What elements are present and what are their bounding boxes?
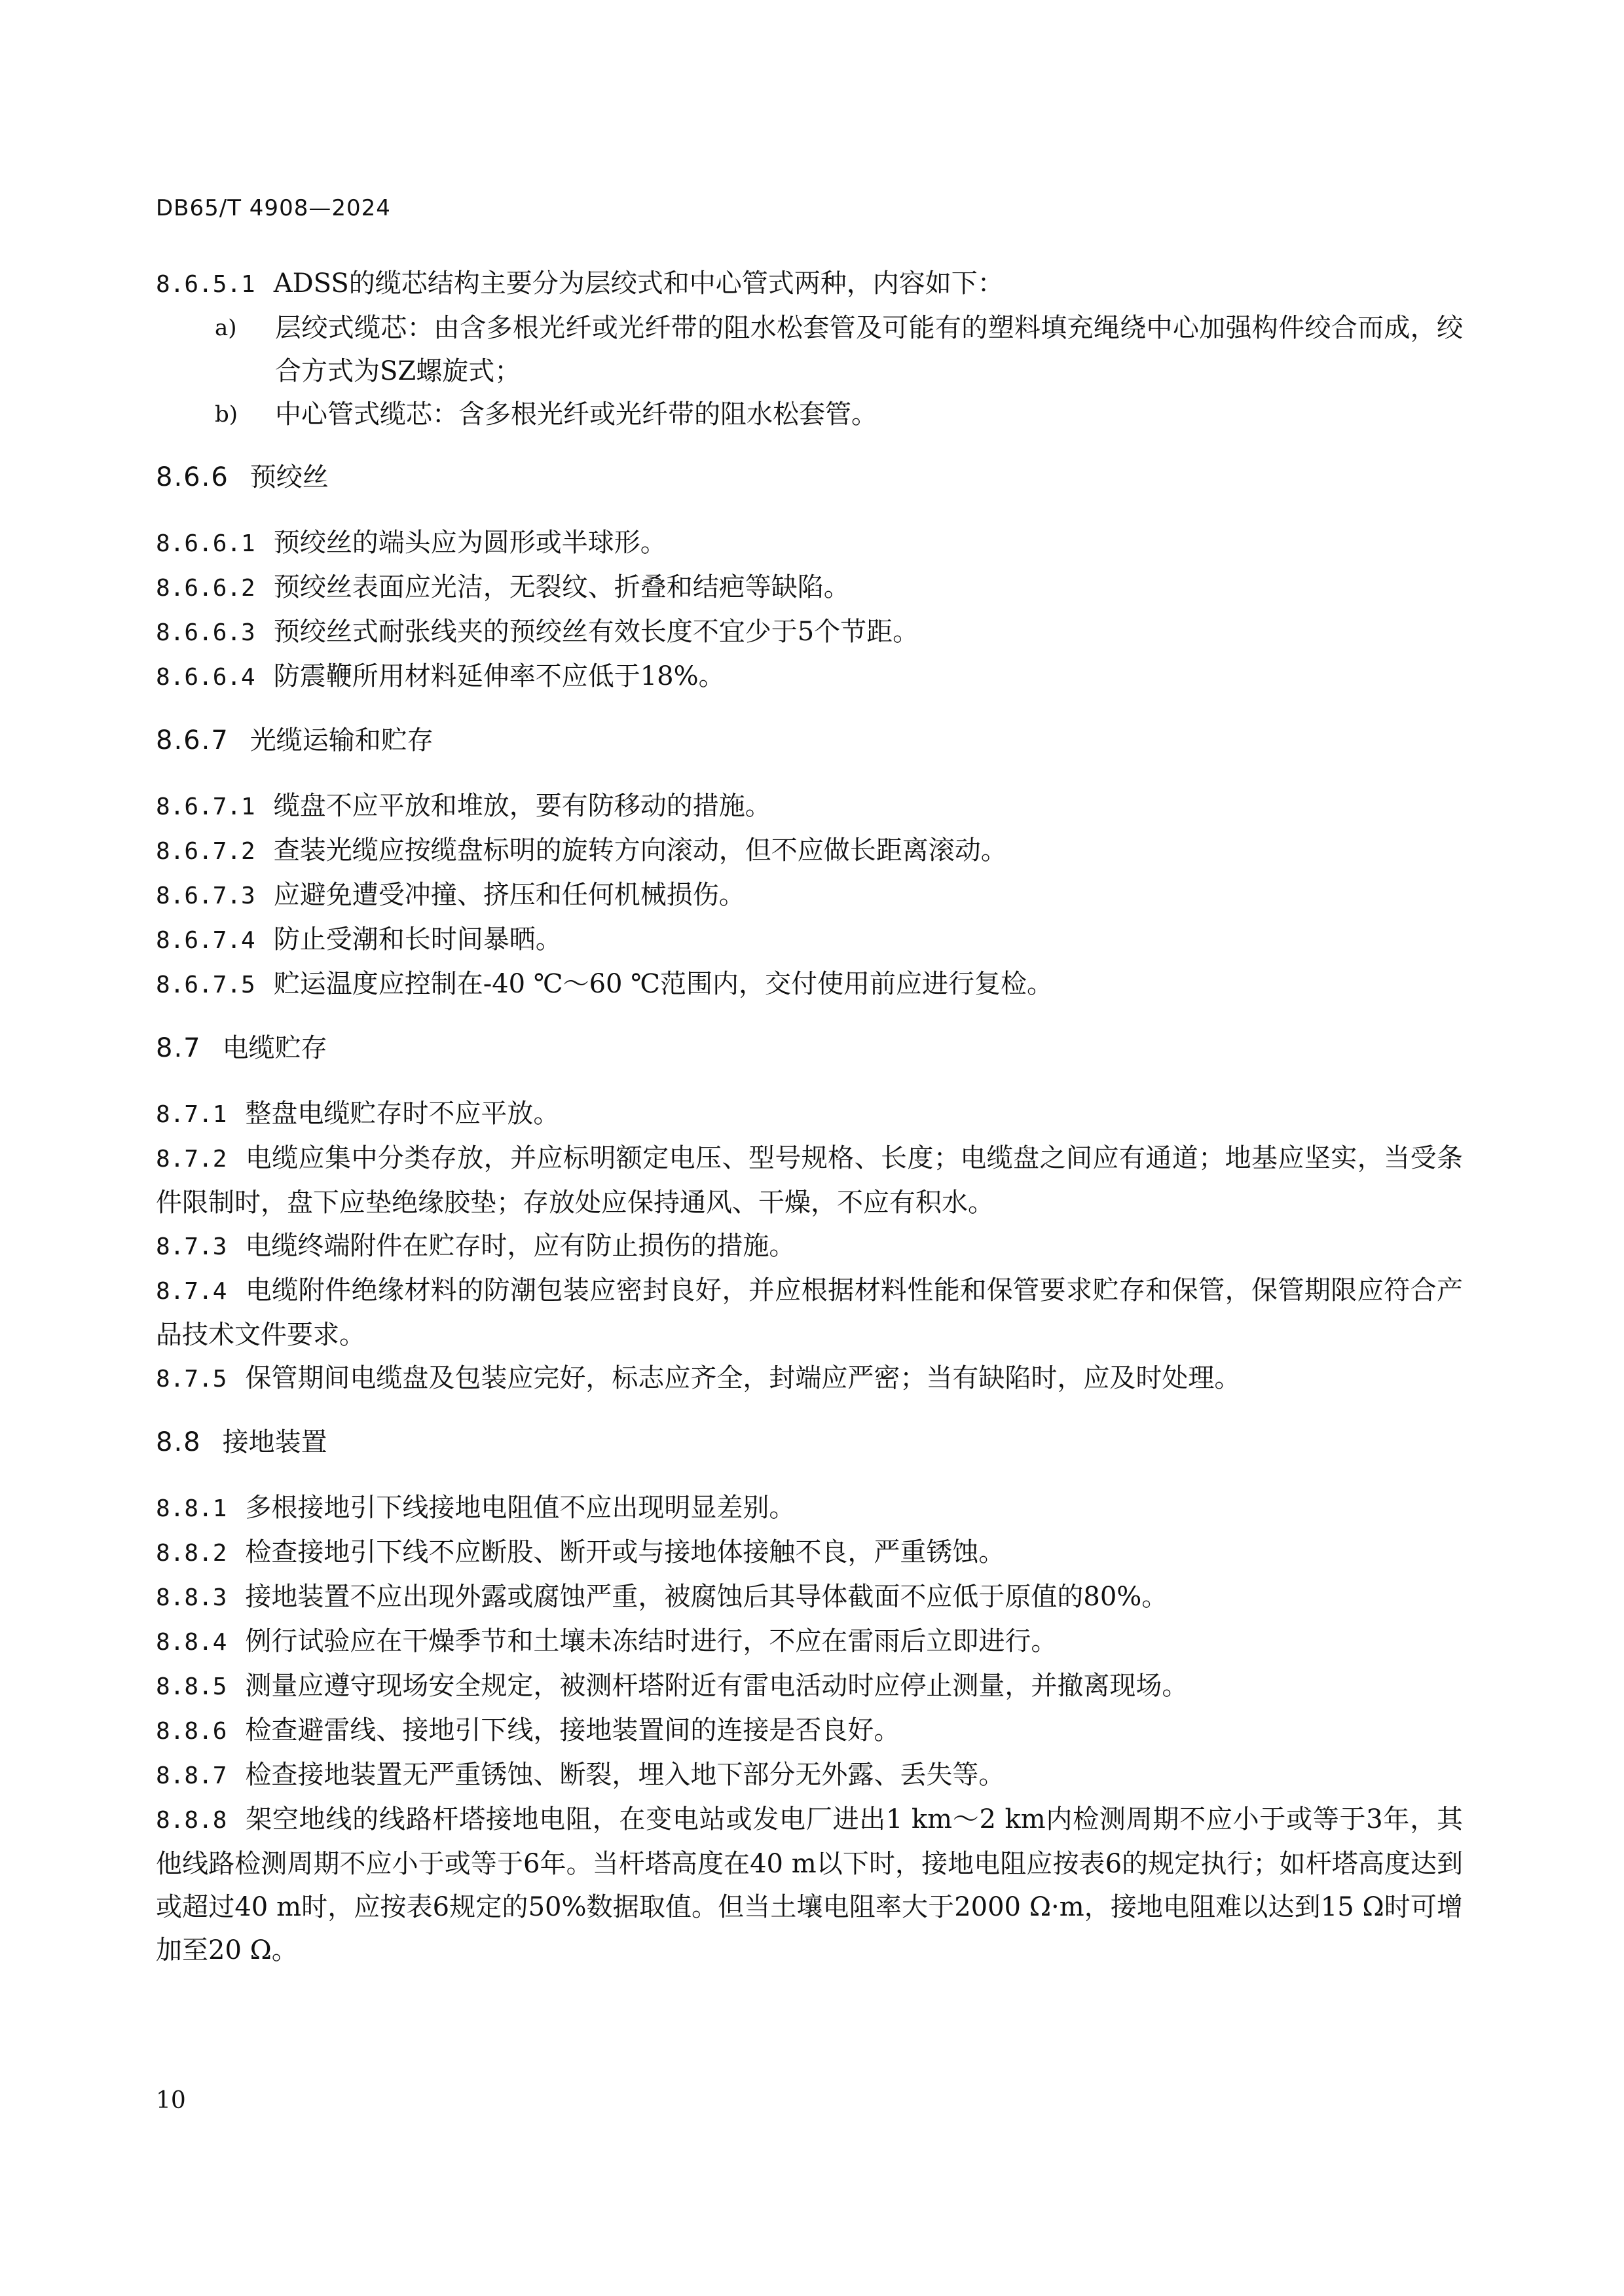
clause-text: 电缆附件绝缘材料的防潮包装应密封良好，并应根据材料性能和保管要求贮存和保管，保管期限应符合产品技术文件要求。	[156, 1275, 1463, 1350]
clause-text: 检查接地装置无严重锈蚀、断裂，埋入地下部分无外露、丢失等。	[245, 1760, 1005, 1790]
clause-number: 8.6.7.4	[156, 927, 255, 954]
clause	[156, 655, 1463, 699]
heading-number: 8.6.6	[156, 462, 229, 492]
clause-number: 8.6.6.2	[156, 575, 255, 602]
clause	[156, 1486, 1463, 1531]
heading-title: 预绞丝	[249, 462, 329, 492]
clause	[156, 873, 1463, 918]
clause	[156, 918, 1463, 962]
clause	[156, 784, 1463, 829]
clause-number: 8.7.5	[156, 1366, 227, 1393]
clause-number: 8.7.2	[156, 1146, 227, 1173]
clause-number: 8.6.5.1	[156, 271, 255, 298]
list-text: 中心管式缆芯：含多根光纤或光纤带的阻水松套管。	[275, 399, 877, 429]
list-marker: a)	[215, 315, 237, 341]
clause	[156, 1753, 1463, 1798]
clause-number: 8.6.7.2	[156, 838, 255, 865]
clause-text: 预绞丝式耐张线夹的预绞丝有效长度不宜少于5个节距。	[273, 617, 919, 647]
heading-title: 接地装置	[222, 1427, 327, 1457]
clause	[156, 610, 1463, 655]
clause-text: 检查避雷线、接地引下线，接地装置间的连接是否良好。	[245, 1715, 900, 1745]
clause-text: 预绞丝的端头应为圆形或半球形。	[273, 528, 667, 558]
clause-number: 8.8.4	[156, 1629, 227, 1656]
clause-text: 防震鞭所用材料延伸率不应低于18%。	[273, 661, 725, 691]
clause-number: 8.6.7.1	[156, 793, 255, 820]
clause-text: ADSS的缆芯结构主要分为层绞式和中心管式两种，内容如下：	[273, 268, 1004, 299]
clause-number: 8.7.3	[156, 1233, 227, 1260]
clause	[156, 262, 1463, 306]
clause-text: 电缆应集中分类存放，并应标明额定电压、型号规格、长度；电缆盘之间应有通道；地基应坚实，当受条件限制时，盘下应垫绝缘胶垫；存放处应保持通风、干燥，不应有积水。	[156, 1143, 1463, 1218]
clause	[156, 1224, 1463, 1269]
clause	[156, 566, 1463, 610]
clause	[156, 829, 1463, 873]
clause-number: 8.7.1	[156, 1101, 227, 1128]
section-heading	[156, 456, 1463, 499]
clause-number: 8.6.6.4	[156, 664, 255, 691]
clause	[156, 1092, 1463, 1137]
clause-text: 查装光缆应按缆盘标明的旋转方向滚动，但不应做长距离滚动。	[273, 835, 1007, 866]
clause-text: 检查接地引下线不应断股、断开或与接地体接触不良，严重锈蚀。	[245, 1537, 1005, 1567]
section-heading	[156, 1421, 1463, 1464]
clause-number: 8.6.7.5	[156, 972, 255, 998]
document-code: DB65/T 4908—2024	[156, 195, 391, 221]
clause	[156, 521, 1463, 566]
clause	[156, 1798, 1463, 1972]
clause-number: 8.6.7.3	[156, 883, 255, 909]
clause	[156, 1620, 1463, 1664]
clause	[156, 1531, 1463, 1575]
clause-text: 预绞丝表面应光洁，无裂纹、折叠和结疤等缺陷。	[273, 572, 850, 602]
heading-title: 电缆贮存	[222, 1033, 327, 1063]
clause-number: 8.8.5	[156, 1673, 227, 1700]
clause-text: 架空地线的线路杆塔接地电阻，在变电站或发电厂进出1 km～2 km内检测周期不应小于或等于3年，其他线路检测周期不应小于或等于6年。当杆塔高度在40 m以下时，接地电阻应按表6的规定执行；如杆塔高度达到或超过40 m时，应按表6规定的50%数据取值。但当土壤电阻率大于2000 Ω·m，接地电阻难以达到15 Ω时可增加至20 Ω。	[156, 1804, 1463, 1965]
clause	[156, 1709, 1463, 1753]
list-text: 层绞式缆芯：由含多根光纤或光纤带的阻水松套管及可能有的塑料填充绳绕中心加强构件绞合而成，绞合方式为SZ螺旋式；	[275, 313, 1463, 386]
section-heading	[156, 719, 1463, 762]
heading-number: 8.6.7	[156, 725, 229, 756]
clause	[156, 1664, 1463, 1709]
clause-number: 8.8.1	[156, 1495, 227, 1522]
clause-text: 整盘电缆贮存时不应平放。	[245, 1099, 560, 1129]
clause-text: 例行试验应在干燥季节和土壤未冻结时进行，不应在雷雨后立即进行。	[245, 1626, 1058, 1656]
clause-text: 保管期间电缆盘及包装应完好，标志应齐全，封端应严密；当有缺陷时，应及时处理。	[245, 1363, 1241, 1393]
list-marker: b)	[215, 401, 238, 428]
clause-number: 8.8.7	[156, 1762, 227, 1789]
document-body	[156, 262, 1463, 1972]
heading-number: 8.7	[156, 1033, 202, 1063]
clause-text: 防止受潮和长时间暴晒。	[273, 924, 562, 955]
clause	[156, 1137, 1463, 1224]
clause-number: 8.6.6.3	[156, 619, 255, 646]
clause	[156, 962, 1463, 1007]
clause	[156, 1269, 1463, 1357]
list-item	[156, 306, 1463, 393]
clause-text: 测量应遵守现场安全规定，被测杆塔附近有雷电活动时应停止测量，并撤离现场。	[245, 1671, 1189, 1701]
clause-number: 8.6.6.1	[156, 530, 255, 557]
clause-text: 多根接地引下线接地电阻值不应出现明显差别。	[245, 1493, 796, 1523]
list-item	[156, 393, 1463, 436]
page-number: 10	[156, 2087, 186, 2114]
clause-number: 8.8.2	[156, 1540, 227, 1567]
heading-number: 8.8	[156, 1427, 202, 1457]
heading-title: 光缆运输和贮存	[249, 725, 434, 756]
clause-number: 8.8.6	[156, 1718, 227, 1745]
clause	[156, 1575, 1463, 1620]
clause-text: 接地装置不应出现外露或腐蚀严重，被腐蚀后其导体截面不应低于原值的80%。	[245, 1582, 1168, 1612]
clause-text: 缆盘不应平放和堆放，要有防移动的措施。	[273, 791, 771, 821]
clause-text: 贮运温度应控制在-40 ℃～60 ℃范围内，交付使用前应进行复检。	[273, 969, 1053, 999]
clause-number: 8.8.8	[156, 1807, 227, 1834]
clause-text: 应避免遭受冲撞、挤压和任何机械损伤。	[273, 880, 745, 910]
section-heading	[156, 1027, 1463, 1070]
clause-number: 8.8.3	[156, 1584, 227, 1611]
clause-number: 8.7.4	[156, 1278, 227, 1305]
clause	[156, 1357, 1463, 1401]
clause-text: 电缆终端附件在贮存时，应有防止损伤的措施。	[245, 1231, 796, 1261]
